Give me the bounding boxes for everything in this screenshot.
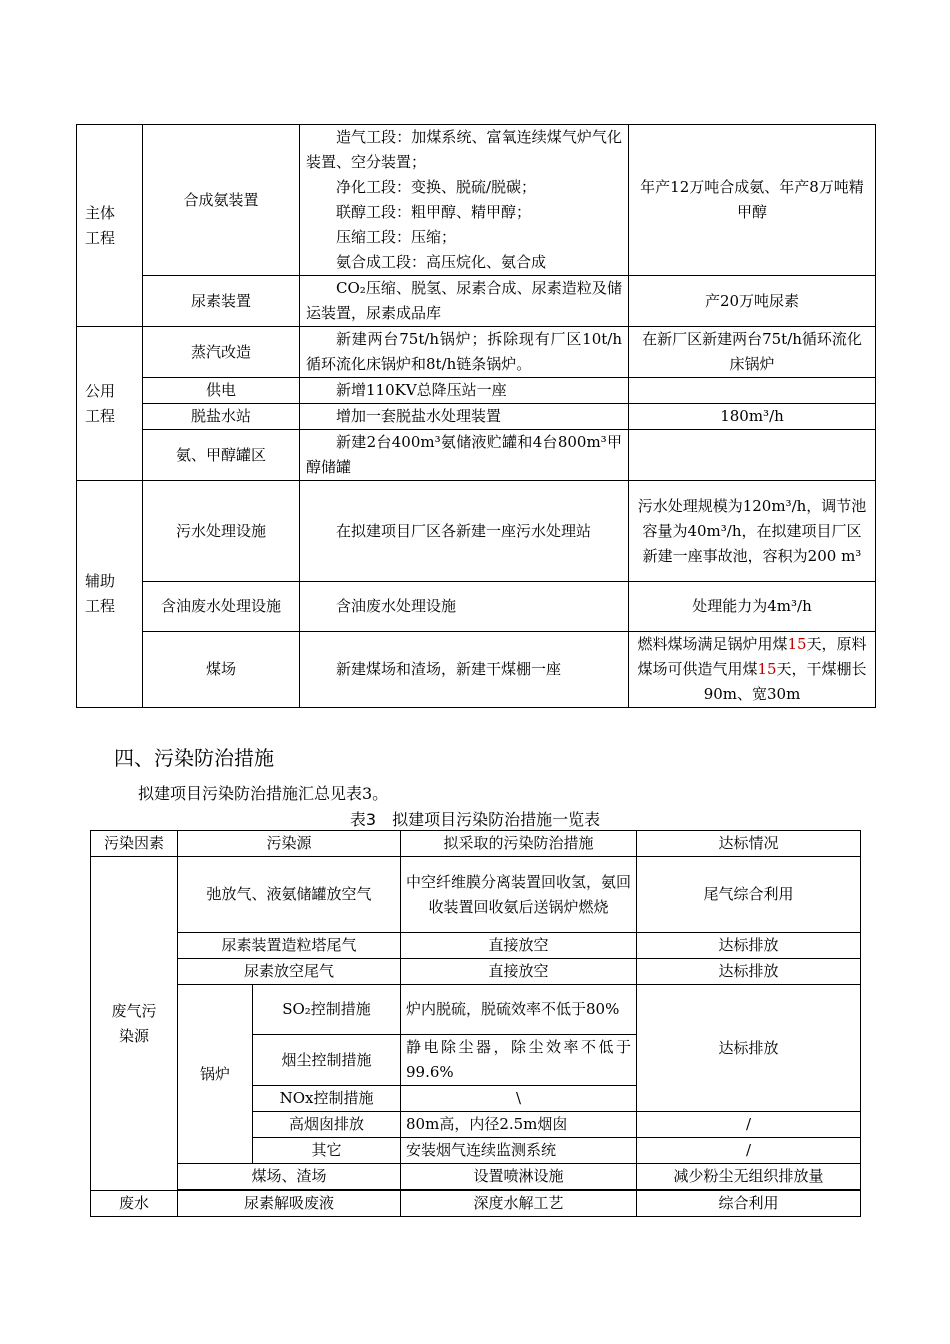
item-desc: 造气工段：加煤系统、富氧连续煤气炉气化装置、空分装置； 净化工段：变换、脱硫/脱碳； 联醇工段：粗甲醇、精甲醇； 压缩工段：压缩； 氨合成工段：高压烷化、氨合成 — [300, 125, 629, 276]
section-heading: 四、污染防治措施 — [114, 746, 274, 770]
header-source: 污染源 — [178, 831, 401, 857]
subsource: NOx控制措施 — [253, 1086, 401, 1112]
source: 弛放气、液氨储罐放空气 — [178, 857, 401, 933]
measure: 安装烟气连续监测系统 — [401, 1138, 637, 1164]
item-scale: 180m³/h — [629, 404, 876, 430]
source: 尿素放空尾气 — [178, 959, 401, 985]
table-caption: 表3 拟建项目污染防治措施一览表 — [349, 810, 601, 829]
item-scale — [629, 378, 876, 404]
factor-waste-water: 废水 — [91, 1191, 178, 1217]
group-label-aux: 辅助 工程 — [77, 481, 143, 708]
item-scale: 燃料煤场满足锅炉用煤15天，原料煤场可供造气用煤15天，干煤棚长90m、宽30m — [629, 632, 876, 708]
item-scale: 年产12万吨合成氨、年产8万吨精甲醇 — [629, 125, 876, 276]
item-desc: 含油废水处理设施 — [300, 582, 629, 632]
measure: 深度水解工艺 — [401, 1191, 637, 1217]
measure: 直接放空 — [401, 959, 637, 985]
item-desc: 增加一套脱盐水处理装置 — [300, 404, 629, 430]
source: 尿素解吸废液 — [178, 1191, 401, 1217]
header-measure: 拟采取的污染防治措施 — [401, 831, 637, 857]
status: 达标排放 — [637, 959, 861, 985]
status: 达标排放 — [637, 985, 861, 1112]
item-name: 供电 — [143, 378, 300, 404]
item-desc: 新建两台75t/h锅炉；拆除现有厂区10t/h循环流化床锅炉和8t/h链条锅炉。 — [300, 327, 629, 378]
item-scale: 处理能力为4m³/h — [629, 582, 876, 632]
item-name: 合成氨装置 — [143, 125, 300, 276]
item-name: 污水处理设施 — [143, 481, 300, 582]
status: / — [637, 1138, 861, 1164]
project-composition-table — [76, 124, 876, 708]
boiler-label: 锅炉 — [178, 985, 253, 1164]
measure: 设置喷淋设施 — [401, 1164, 637, 1190]
item-name: 含油废水处理设施 — [143, 582, 300, 632]
subsource: 高烟囱排放 — [253, 1112, 401, 1138]
source: 尿素装置造粒塔尾气 — [178, 933, 401, 959]
item-desc: CO₂压缩、脱氢、尿素合成、尿素造粒及储运装置，尿素成品库 — [300, 276, 629, 327]
item-name: 氨、甲醇罐区 — [143, 430, 300, 481]
subsource: 其它 — [253, 1138, 401, 1164]
status: 综合利用 — [637, 1191, 861, 1217]
item-desc: 新建2台400m³氨储液贮罐和4台800m³甲醇储罐 — [300, 430, 629, 481]
measure: 中空纤维膜分离装置回收氢，氨回收装置回收氨后送锅炉燃烧 — [401, 857, 637, 933]
factor-waste-gas: 废气污 染源 — [91, 857, 178, 1191]
source: 煤场、渣场 — [178, 1164, 401, 1190]
item-name: 煤场 — [143, 632, 300, 708]
item-scale: 产20万吨尿素 — [629, 276, 876, 327]
item-name: 尿素装置 — [143, 276, 300, 327]
measure: 炉内脱硫，脱硫效率不低于80% — [401, 985, 637, 1035]
measure: 80m高，内径2.5m烟囱 — [401, 1112, 637, 1138]
item-desc: 新增110KV总降压站一座 — [300, 378, 629, 404]
header-factor: 污染因素 — [91, 831, 178, 857]
item-desc: 新建煤场和渣场，新建干煤棚一座 — [300, 632, 629, 708]
group-label-public: 公用 工程 — [77, 327, 143, 481]
header-status: 达标情况 — [637, 831, 861, 857]
subsource: 烟尘控制措施 — [253, 1035, 401, 1086]
group-label-main: 主体 工程 — [77, 125, 143, 327]
intro-text: 拟建项目污染防治措施汇总见表3。 — [138, 784, 389, 803]
pollution-measures-table — [90, 830, 861, 1217]
status: 尾气综合利用 — [637, 857, 861, 933]
item-scale — [629, 430, 876, 481]
status: 达标排放 — [637, 933, 861, 959]
item-scale: 在新厂区新建两台75t/h循环流化床锅炉 — [629, 327, 876, 378]
item-scale: 污水处理规模为120m³/h，调节池容量为40m³/h，在拟建项目厂区新建一座事故池，容积为200 m³ — [629, 481, 876, 582]
measure: \ — [401, 1086, 637, 1112]
subsource: SO₂控制措施 — [253, 985, 401, 1035]
status: 减少粉尘无组织排放量 — [637, 1164, 861, 1190]
measure: 静电除尘器，除尘效率不低于99.6% — [401, 1035, 637, 1086]
item-desc: 在拟建项目厂区各新建一座污水处理站 — [300, 481, 629, 582]
item-name: 蒸汽改造 — [143, 327, 300, 378]
status: / — [637, 1112, 861, 1138]
item-name: 脱盐水站 — [143, 404, 300, 430]
measure: 直接放空 — [401, 933, 637, 959]
